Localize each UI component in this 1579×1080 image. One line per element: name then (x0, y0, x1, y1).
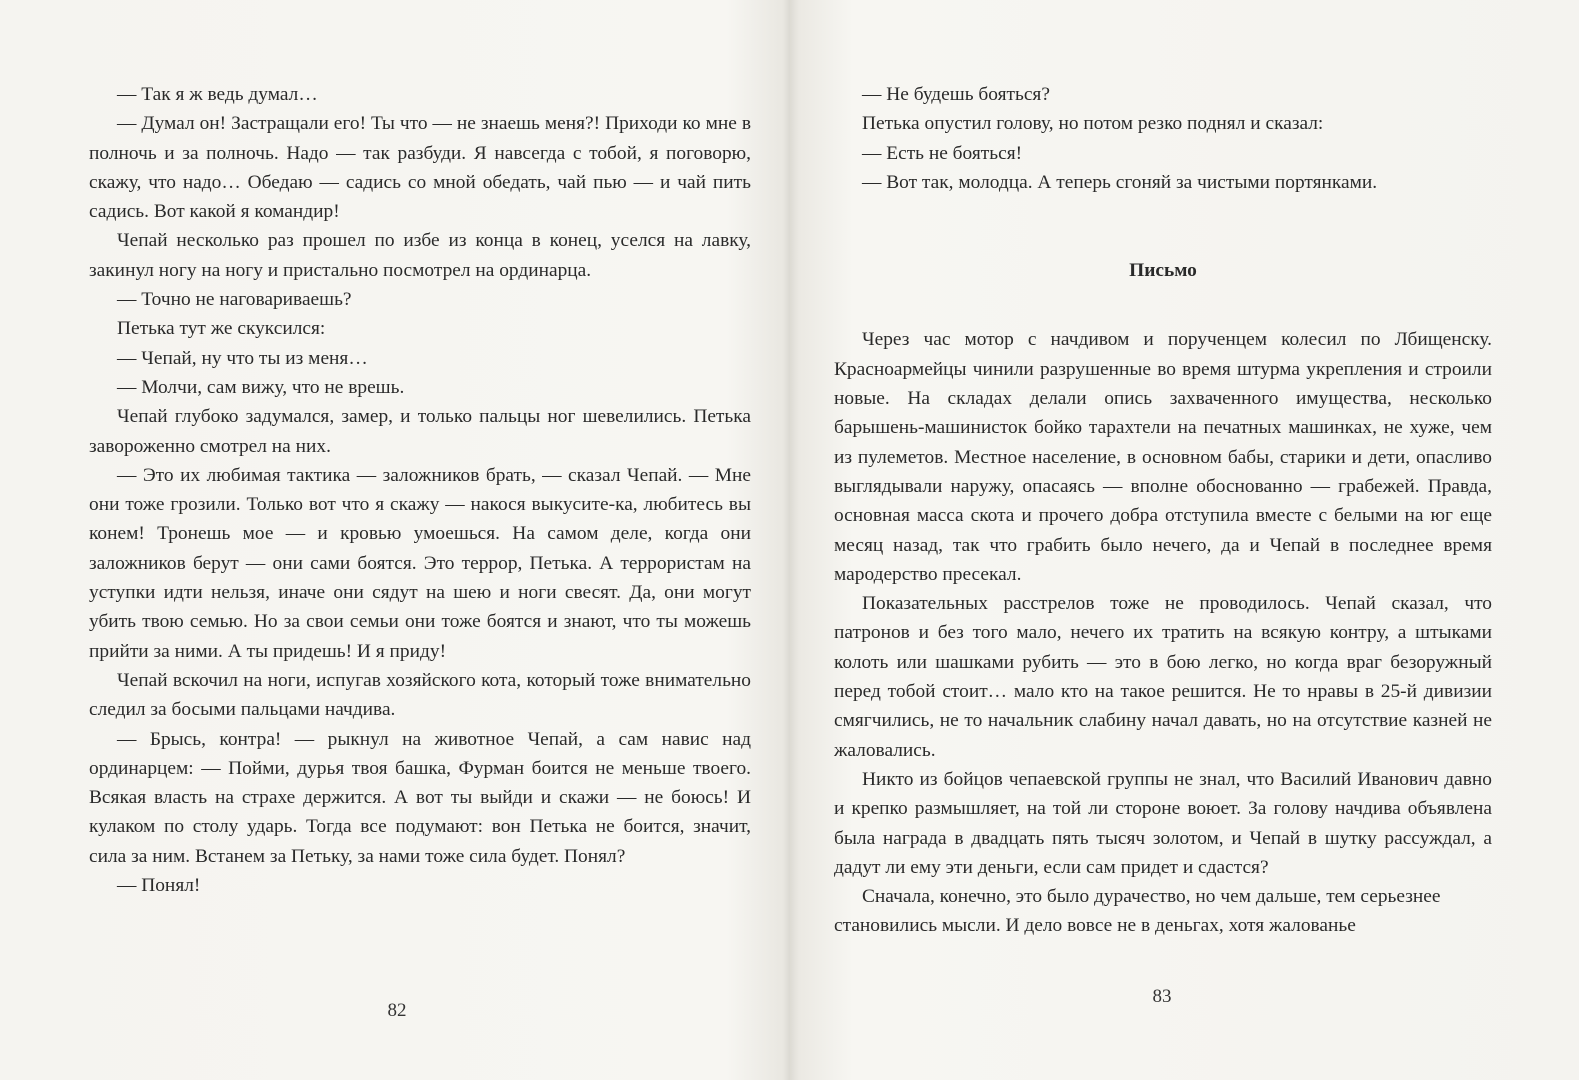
paragraph: Чепай несколько раз прошел по избе из конца в конец, уселся на лавку, закинул ногу на ногу и пристально посмотрел на ординарца. (89, 230, 751, 281)
paragraph: Сначала, конечно, это было дурачество, но чем дальше, тем серьезнее становились мысли. И дело вовсе не в деньгах, хотя жалованье (834, 886, 1441, 937)
paragraph: Чепай вскочил на ноги, испугав хозяйского кота, который тоже внимательно следил за босыми пальцами начдива. (89, 669, 751, 721)
paragraph: — Молчи, сам вижу, что не врешь. (117, 376, 405, 398)
paragraph: Чепай глубоко задумался, замер, и только пальцы ног шевелились. Петька завороженно смотрел на них. (89, 406, 751, 457)
paragraph: Никто из бойцов чепаевской группы не знал, что Василий Иванович давно и крепко размышляет, на той ли стороне воюет. За голову начдива объявлена была награда в двадцать пять тысяч золотом, и Чепай в шутку рассуждал, а дадут ли ему эти деньги, если сам придет и сдастся? (834, 768, 1492, 878)
paragraph: — Думал он! Застращали его! Ты что — не знаешь меня?! Приходи ко мне в полночь и за полночь. Надо — так разбуди. Я навсегда с тобой, я поговорю, скажу, что надо… Обедаю — садись со мной обедать, чай пью — и чай пить садись. Вот какой я командир! (89, 113, 751, 223)
right-page-text (834, 80, 1492, 941)
right-page (789, 0, 1579, 1080)
paragraph: — Брысь, контра! — рыкнул на животное Чепай, а сам навис над ординарцем: — Пойми, дурья твоя башка, Фурман боится не меньше твоего. Всякая власть на страхе держится. А вот ты выйди и скажи — не боюсь! И кулаком по столу ударь. Тогда все подумают: вон Петька не боится, значит, сила за ним. Встанем за Петьку, за нами тоже сила будет. Понял? (89, 728, 751, 867)
paragraph: — Не будешь бояться? (862, 84, 1050, 105)
paragraph: — Это их любимая тактика — заложников брать, — сказал Чепай. — Мне они тоже грозили. Только вот что я скажу — накося выкусите-ка, любитесь вы конем! Тронешь мое — и кровью умоешься. На самом деле, когда они заложников берут — они сами боятся. Это террор, Петька. А террористам на уступки идти нельзя, иначе они сядут на шею и ноги свесят. Да, они могут убить твою семью. Но за свои семьи они тоже боятся и знают, что ты можешь прийти за ними. А ты придешь! И я приду! (89, 464, 751, 662)
paragraph: Петька тут же скуксился: (117, 318, 326, 340)
page-number: 83 (1152, 986, 1172, 1007)
paragraph: — Вот так, молодца. А теперь сгоняй за чистыми портянками. (862, 171, 1378, 193)
paragraph: Через час мотор с начдивом и порученцем колесил по Лбищенску. Красноармейцы чинили разрушенные во время штурма укрепления и строили новые. На складах делали опись захваченного имущества, несколько барышень-машинисток бойко тарахтели на печатных машинках, не хуже, чем из пулеметов. Местное население, в основном бабы, старики и дети, опасливо выглядывали наружу, опасаясь — вполне обоснованно — грабежей. Правда, основная масса скота и прочего добра отступила вместе с белыми на юг еще месяц назад, так что грабить было нечего, да и Чепай в последнее время мародерство пресекал. (834, 329, 1492, 585)
left-page (0, 0, 789, 1080)
paragraph: Показательных расстрелов тоже не проводилось. Чепай сказал, что патронов и без того мало, нечего их тратить на всякую контру, а штыками колоть или шашками рубить — это в бою легко, но когда враг безоружный перед тобой стоит… мало кто на такое решится. Не то нравы в 25-й дивизии смягчились, не то начальник слабину начал давать, но на отсутствие казней не жаловались. (834, 593, 1492, 761)
paragraph: Петька опустил голову, но потом резко поднял и сказал: (862, 113, 1324, 135)
chapter-heading: Письмо (1129, 260, 1197, 282)
left-page-text (89, 80, 751, 900)
paragraph: — Чепай, ну что ты из меня… (117, 347, 368, 369)
paragraph: — Понял! (117, 875, 201, 897)
paragraph: — Есть не бояться! (862, 142, 1023, 164)
paragraph: — Так я ж ведь думал… (117, 84, 318, 105)
page-number: 82 (387, 1000, 407, 1021)
paragraph: — Точно не наговариваешь? (117, 289, 352, 311)
